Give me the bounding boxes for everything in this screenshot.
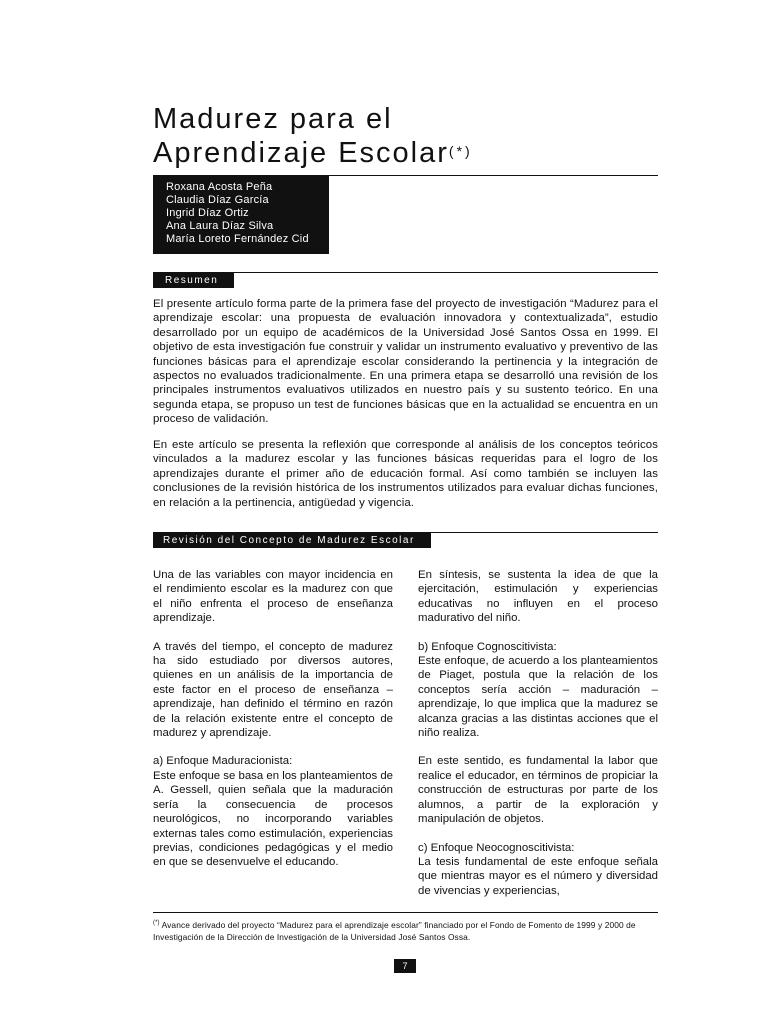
paragraph-text: Este enfoque se basa en los planteamientos de A. Gessell, quien señala que la maduración sería la consecuencia de procesos neurológicos, no incorporando variables externas tales como estimulación, experiencias previas, condiciones pedagógicas y el medio en que se desenvuelve el educando. <box>153 769 394 869</box>
author-name: Claudia Díaz García <box>166 194 269 206</box>
body-paragraph <box>153 754 393 869</box>
body-paragraph <box>418 640 658 741</box>
title-footnote-mark: (*) <box>448 143 473 159</box>
body-column-left <box>153 568 393 884</box>
paragraph-heading: c) Enfoque Neocognoscitivista: <box>418 841 575 854</box>
paragraph-text: En este sentido, es fundamental la labor que realice el educador, en términos de propiciar la construcción de estructuras por parte de los alumnos, a partir de la exploración y manipulación de objetos. <box>418 755 658 826</box>
author-name: Roxana Acosta Peña <box>166 181 273 193</box>
paragraph-text: Una de las variables con mayor incidencia en el rendimiento escolar es la madurez con que el niño enfrenta el proceso de enseñanza aprendizaje. <box>153 569 393 625</box>
author-name: Ingrid Díaz Ortiz <box>166 207 249 219</box>
body-paragraph <box>153 568 393 626</box>
paragraph-heading: a) Enfoque Maduracionista: <box>153 755 293 768</box>
paragraph-heading: b) Enfoque Cognoscitivista: <box>418 640 557 653</box>
article-title <box>153 102 473 170</box>
body-paragraph <box>418 568 658 626</box>
abstract-paragraph: En este artículo se presenta la reflexión que corresponde al análisis de los conceptos teóricos vinculados a la madurez escolar y las funciones básicas requeridas para el logro de los aprendizajes durante el primer año de educación formal. Así como también se incluyen las conclusiones de la revisión histórica de los instrumentos utilizados para evaluar dichas funciones, en relación a la pertinencia, antigüedad y vigencia. <box>153 439 658 509</box>
author-name: María Loreto Fernández Cid <box>166 233 309 245</box>
abstract-paragraph: El presente artículo forma parte de la primera fase del proyecto de investigación “Madurez para el aprendizaje escolar: una propuesta de evaluación innovadora y contextualizada”, estudio desarrollado por un equipo de académicos de la Universidad José Santos Ossa en 1999. El objetivo de esta investigación fue construir y validar un instrumento evaluativo y preventivo de las funciones básicas para el aprendizaje escolar considerando la pertinencia y la integración de aspectos no evaluados tradicionalmente. En una primera etapa se desarrolló una revisión de los principales instrumentos evaluativos utilizados en nuestro país y su sustento teórico. En una segunda etapa, se propuso un test de funciones básicas que en la actualidad se encuentra en un proceso de validación. <box>153 298 658 426</box>
paragraph-text: La tesis fundamental de este enfoque señala que mientras mayor es el número y diversidad de vivencias y experiencias, <box>418 855 658 897</box>
paragraph-text: A través del tiempo, el concepto de madurez ha sido estudiado por diversos autores, quienes en un análisis de la importancia de este factor en el proceso de enseñanza –aprendizaje, han definido el término en razón de la relación existente entre el concepto de madurez y aprendizaje. <box>153 640 393 740</box>
footnote <box>153 917 658 943</box>
title-line-2: Aprendizaje Escolar <box>153 137 449 169</box>
resumen-label: Resumen <box>153 273 234 288</box>
authors-box <box>153 176 329 254</box>
footnote-text: Avance derivado del proyecto “Madurez para el aprendizaje escolar” financiado por el Fondo de Fomento de 1999 y 2000 de Investigación de la Dirección de Investigación de la Universidad José Santos Ossa. <box>153 919 636 942</box>
footnote-mark: (*) <box>153 920 160 926</box>
body-paragraph <box>418 754 658 826</box>
page-number: 7 <box>394 959 416 973</box>
title-line-1: Madurez para el <box>153 103 393 135</box>
body-column-right <box>418 568 658 912</box>
body-paragraph <box>418 841 658 899</box>
section-heading: Revisión del Concepto de Madurez Escolar <box>153 533 431 548</box>
author-name: Ana Laura Díaz Silva <box>166 220 274 232</box>
footnote-rule <box>153 912 658 913</box>
body-paragraph <box>153 640 393 741</box>
paragraph-text: En síntesis, se sustenta la idea de que la ejercitación, estimulación y experiencias educativas no influyen en el proceso madurativo del niño. <box>418 569 658 625</box>
paragraph-text: Este enfoque, de acuerdo a los planteamientos de Piaget, postula que la relación de los conceptos sería acción – maduración – aprendizaje, lo que implica que la madurez se alcanza gracias a las distintas acciones que el niño realiza. <box>418 655 658 740</box>
